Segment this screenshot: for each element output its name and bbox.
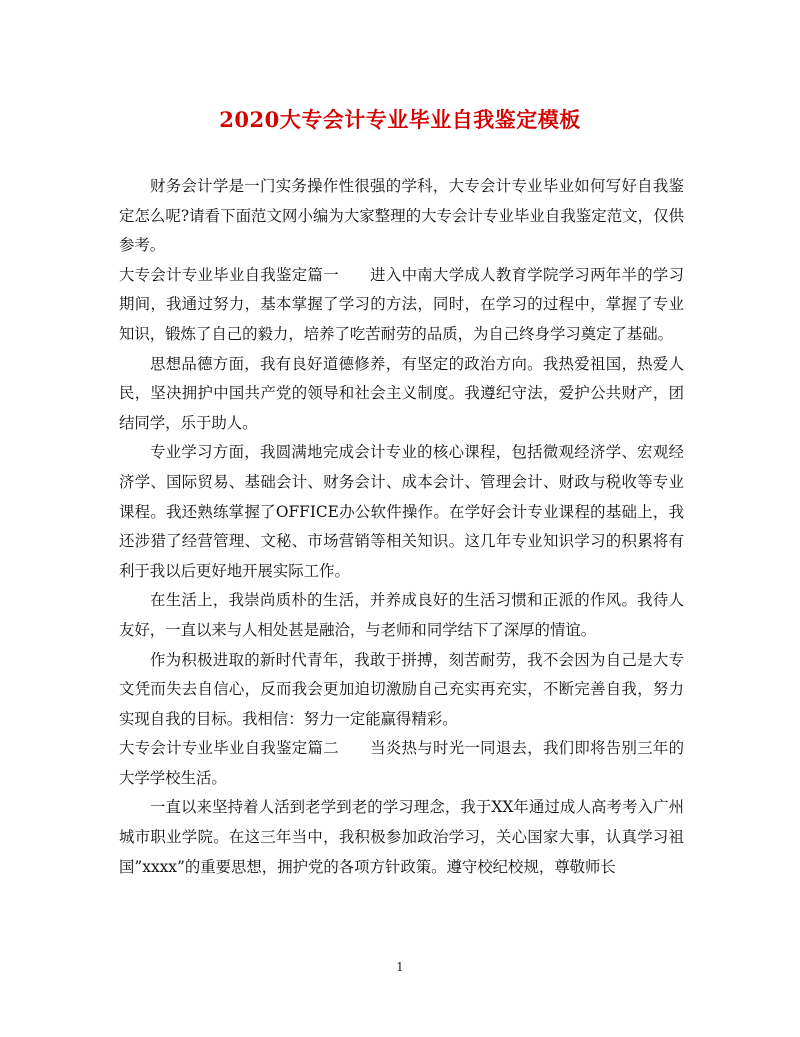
intro-paragraph: 财务会计学是一门实务操作性很强的学科，大专会计专业毕业如何写好自我鉴定怎么呢?请看下面范文网小编为大家整理的大专会计专业毕业自我鉴定范文，仅供参考。 (119, 177, 684, 255)
section-one-paragraph: 大专会计专业毕业自我鉴定篇一 进入中南大学成人教育学院学习两年半的学习期间，我通过努力，基本掌握了学习的方法，同时，在学习的过程中，掌握了专业知识，锻炼了自己的毅力，培养了吃苦耐劳的品质，为自己终身学习奠定了基础。 (119, 265, 684, 343)
document-body (119, 172, 684, 882)
document-title: 2020大专会计专业毕业自我鉴定模板 (219, 107, 581, 132)
page-number: 1 (396, 960, 404, 974)
study-paragraph: 专业学习方面，我圆满地完成会计专业的核心课程，包括微观经济学、宏观经济学、国际贸易、基础会计、财务会计、成本会计、管理会计、财政与税收等专业课程。我还熟练掌握了OFFICE办公软件操作。在学好会计专业课程的基础上，我还涉猎了经营管理、文秘、市场营销等相关知识。这几年专业知识学习的积累将有利于我以后更好地开展实际工作。 (119, 443, 684, 580)
section-two-paragraph: 大专会计专业毕业自我鉴定篇二 当炎热与时光一同退去，我们即将告别三年的大学学校生活。 (119, 739, 684, 787)
goal-paragraph: 作为积极进取的新时代青年，我敢于拼搏，刻苦耐劳，我不会因为自己是大专文凭而失去自信心，反而我会更加迫切激励自己充实再充实，不断完善自我，努力实现自我的目标。我相信：努力一定能赢得精彩。 (119, 650, 684, 728)
moral-paragraph: 思想品德方面，我有良好道德修养，有坚定的政治方向。我热爱祖国，热爱人民，坚决拥护中国共产党的领导和社会主义制度。我遵纪守法，爱护公共财产，团结同学，乐于助人。 (119, 354, 684, 432)
learning-paragraph: 一直以来坚持着人活到老学到老的学习理念，我于XX年通过成人高考考入广州城市职业学院。在这三年当中，我积极参加政治学习，关心国家大事，认真学习祖国”xxxx”的重要思想，拥护党的各项方针政策。遵守校纪校规，尊敬师长 (119, 798, 684, 876)
life-paragraph: 在生活上，我崇尚质朴的生活，并养成良好的生活习惯和正派的作风。我待人友好，一直以来与人相处甚是融洽，与老师和同学结下了深厚的情谊。 (119, 591, 684, 639)
